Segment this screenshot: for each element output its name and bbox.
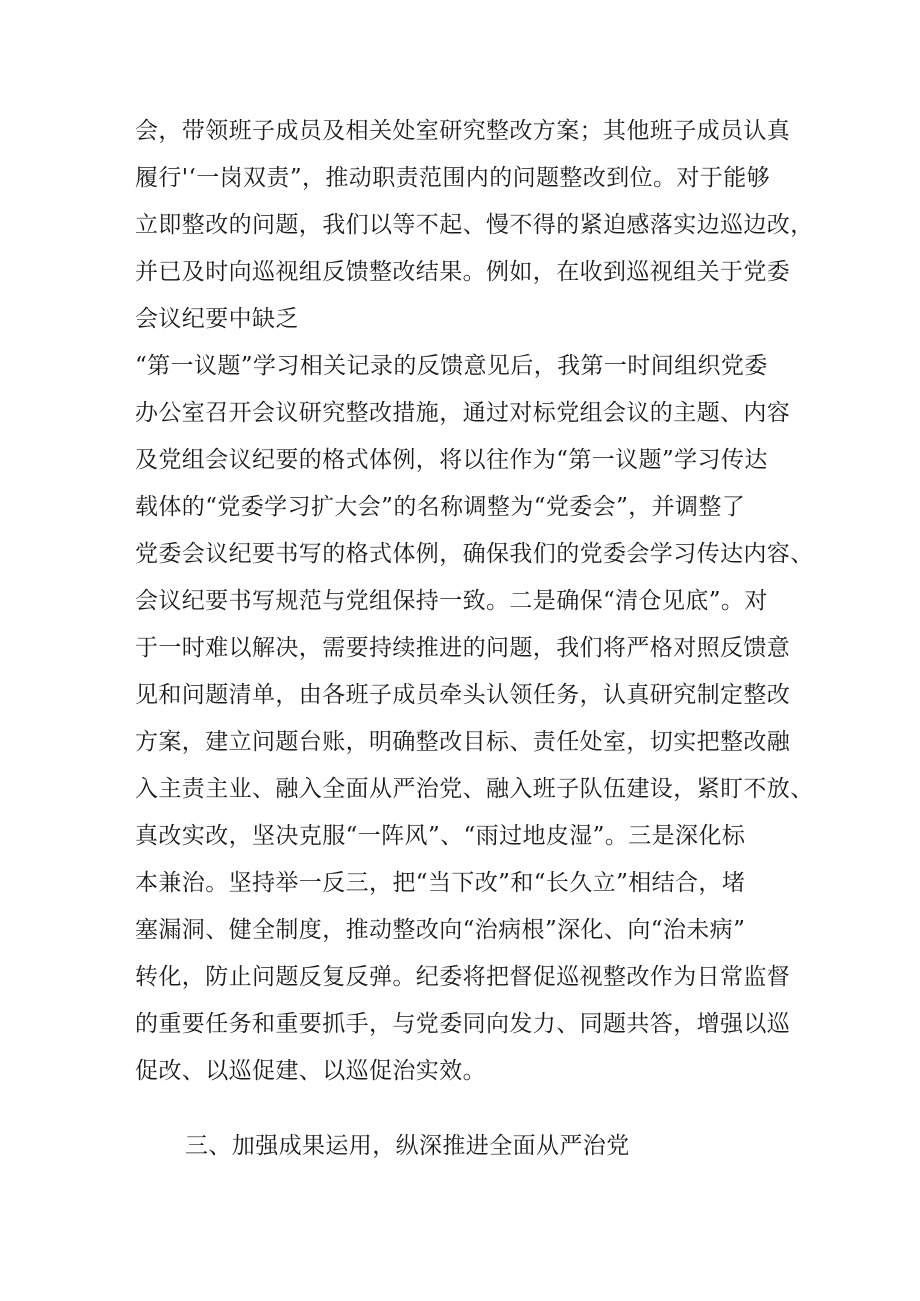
text-line: 入主责主业、融入全面从严治党、融入班子队伍建设，紧盯不放、 bbox=[135, 776, 814, 802]
text-line: 会议纪要中缺乏 bbox=[135, 306, 299, 332]
text-line: 办公室召开会议研究整改措施，通过对标党组会议的主题、内容 bbox=[135, 400, 791, 426]
text-line: 及党组会议纪要的格式体例，将以往作为“第一议题”学习传达 bbox=[135, 447, 768, 473]
section-heading: 三、加强成果运用，纵深推进全面从严治党 bbox=[185, 1133, 630, 1159]
text-line: 履行'‘一岗双责”，推动职责范围内的问题整改到位。对于能够 bbox=[135, 165, 770, 191]
text-line: 会议纪要书写规范与党组保持一致。二是确保“清仓见底”。对 bbox=[135, 588, 768, 614]
text-line: 立即整改的问题，我们以等不起、慢不得的紧迫感落实边巡边改， bbox=[135, 212, 814, 238]
text-line: 本兼治。坚持举一反三，把“当下改”和“长久立”相结合，堵 bbox=[135, 870, 746, 896]
text-line: 真改实改，坚决克服“一阵风”、“雨过地皮湿”。三是深化标 bbox=[135, 823, 746, 849]
text-line: 见和问题清单，由各班子成员牵头认领任务，认真研究制定整改 bbox=[135, 682, 791, 708]
text-line: 转化，防止问题反复反弹。纪委将把督促巡视整改作为日常监督 bbox=[135, 964, 791, 990]
text-line: “第一议题”学习相关记录的反馈意见后，我第一时间组织党委 bbox=[135, 353, 768, 379]
text-line: 载体的“党委学习扩大会”的名称调整为“党委会”，并调整了 bbox=[135, 494, 746, 520]
text-line: 会，带领班子成员及相关处室研究整改方案；其他班子成员认真 bbox=[135, 118, 791, 144]
text-line: 促改、以巡促建、以巡促治实效。 bbox=[135, 1058, 486, 1084]
text-line: 并已及时向巡视组反馈整改结果。例如，在收到巡视组关于党委 bbox=[135, 259, 791, 285]
text-line: 党委会议纪要书写的格式体例，确保我们的党委会学习传达内容、 bbox=[135, 541, 814, 567]
text-line: 的重要任务和重要抓手，与党委同向发力、同题共答，增强以巡 bbox=[135, 1011, 791, 1037]
text-line: 于一时难以解决，需要持续推进的问题，我们将严格对照反馈意 bbox=[135, 635, 791, 661]
body-text bbox=[135, 108, 814, 1095]
text-line: 塞漏洞、健全制度，推动整改向“治病根”深化、向“治未病” bbox=[135, 917, 746, 943]
text-line: 方案，建立问题台账，明确整改目标、责任处室，切实把整改融 bbox=[135, 729, 791, 755]
